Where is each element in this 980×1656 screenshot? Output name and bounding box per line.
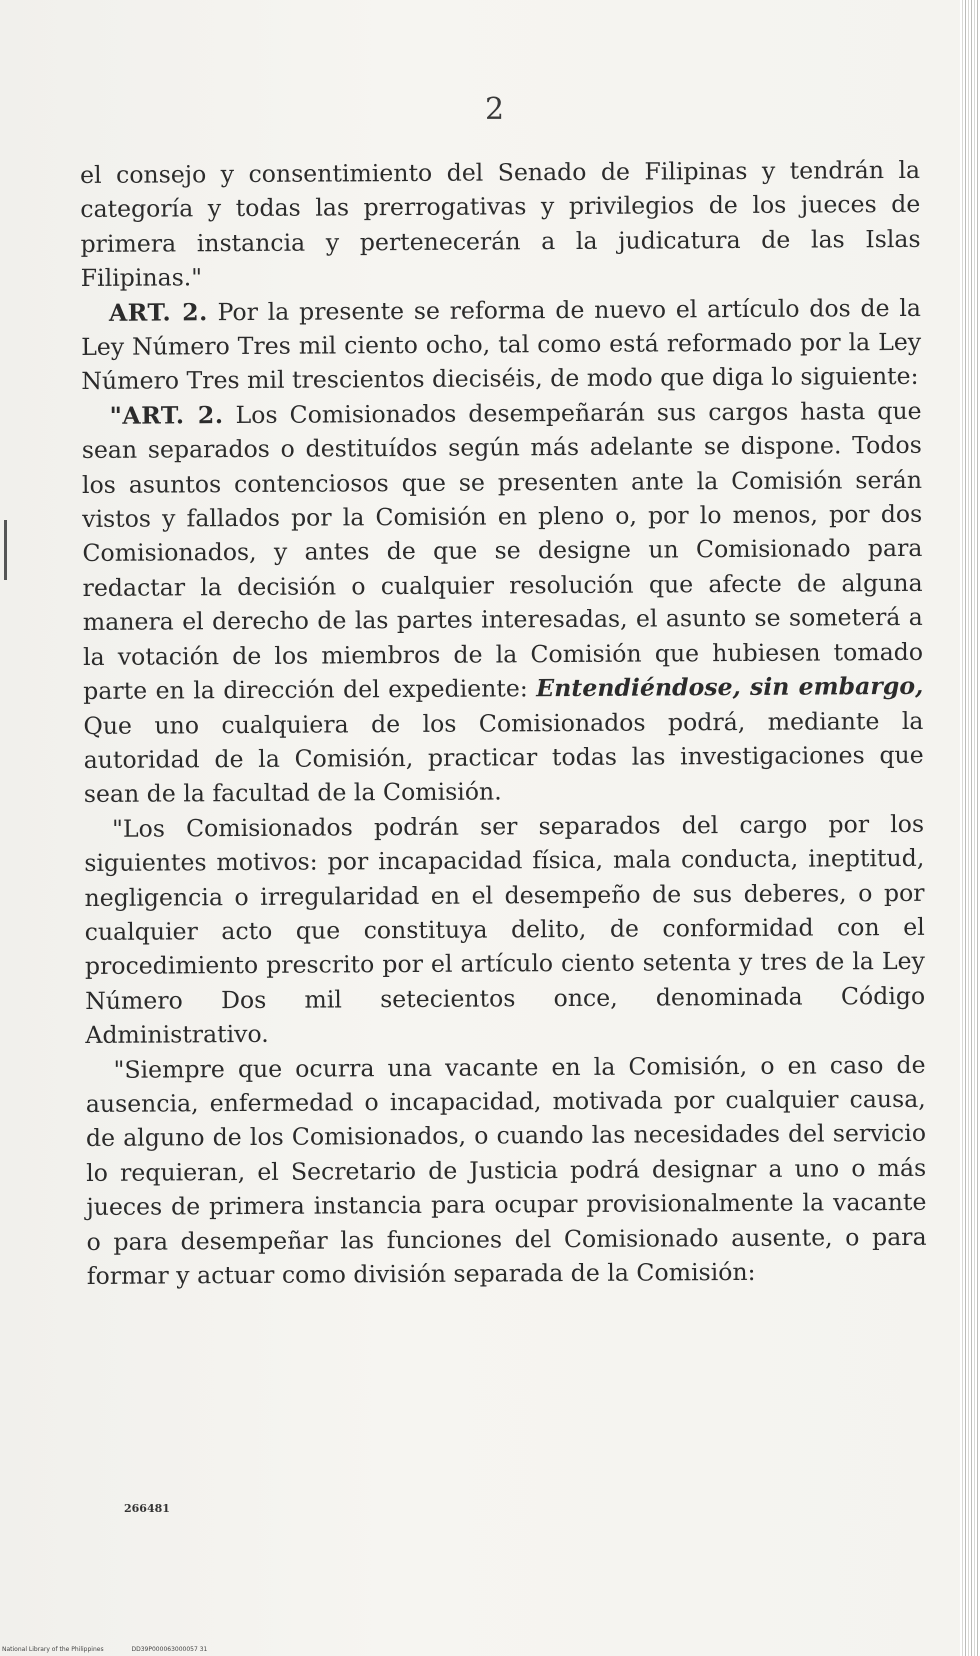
paragraph-5 [85,1047,926,1293]
article-heading-quoted: "ART. 2. [109,400,224,430]
scan-footer [2,1646,233,1653]
proviso-italic: Entendiéndose, sin embargo, [536,671,924,703]
paragraph-4 [84,807,925,1053]
paragraph-2 [81,290,922,398]
page-number: 2 [485,92,505,127]
paragraph-3-text: Los Comisionados desempeñarán sus cargos hasta que sean separados o destituídos según más adelante se dispone. Todos los asuntos contenciosos que se presenten ante la Comisión serán vistos y fallados por la Comisión en pleno o, por lo menos, por dos Comisionados, y antes de que se designe un Comisionado para redactar la decisión o cualquier resolución que afecte de alguna manera el derecho de las partes interesadas, el asunto se someterá a la votación de los miembros de la Comisión que hubiesen tomado parte en la dirección del expediente: [81,396,924,706]
article-heading: ART. 2. [108,297,208,327]
paragraph-3-tail: Que uno cualquiera de los Comisionados podrá, mediante la autoridad de la Comisión, practicar todas las investigaciones que sean de la facultad de la Comisión. [83,706,924,809]
page-edge-stack [960,0,980,1656]
paragraph-1-text: el consejo y consentimiento del Senado de Filipinas y tendrán la categoría y todas las prerrogativas y privilegios de los jueces de primera instancia y pertenecerán a la judicatura de las Islas Filipinas." [80,155,921,293]
scan-edge-mark [4,520,7,580]
paragraph-1 [80,153,921,296]
paragraph-5-text: "Siempre que ocurra una vacante en la Comisión, o en caso de ausencia, enfermedad o incapacidad, motivada por cualquier causa, de alguno de los Comisionados, o cuando las necesidades del servicio lo requieran, el Secretario de Justicia podrá designar a uno o más jueces de primera instancia para ocupar provisionalmente la vacante o para desempeñar las funciones del Comisionado ausente, o para formar y actuar como división separada de la Comisión: [85,1050,927,1290]
paragraph-2-text: Por la presente se reforma de nuevo el artículo dos de la Ley Número Tres mil ciento ocho, tal como está reformado por la Ley Número Tres mil trescientos dieciséis, de modo que diga lo siguiente: [81,293,922,396]
paragraph-4-text: "Los Comisionados podrán ser separados del cargo por los siguientes motivos: por incapacidad física, mala conducta, ineptitud, negligencia o irregularidad en el desempeño de sus deberes, o por cualquier acto que constituya delito, de conformidad con el procedimiento prescrito por el artículo ciento setenta y tres de la Ley Número Dos mil setecientos once, denominada Código Administrativo. [84,809,926,1050]
printer-signature-mark: 266481 [124,1502,170,1515]
paragraph-3 [81,394,924,812]
footer-id: DD39P000063000057 31 [131,1646,208,1653]
body-text [80,153,927,1294]
footer-library: National Library of the Philippines [2,1646,104,1653]
